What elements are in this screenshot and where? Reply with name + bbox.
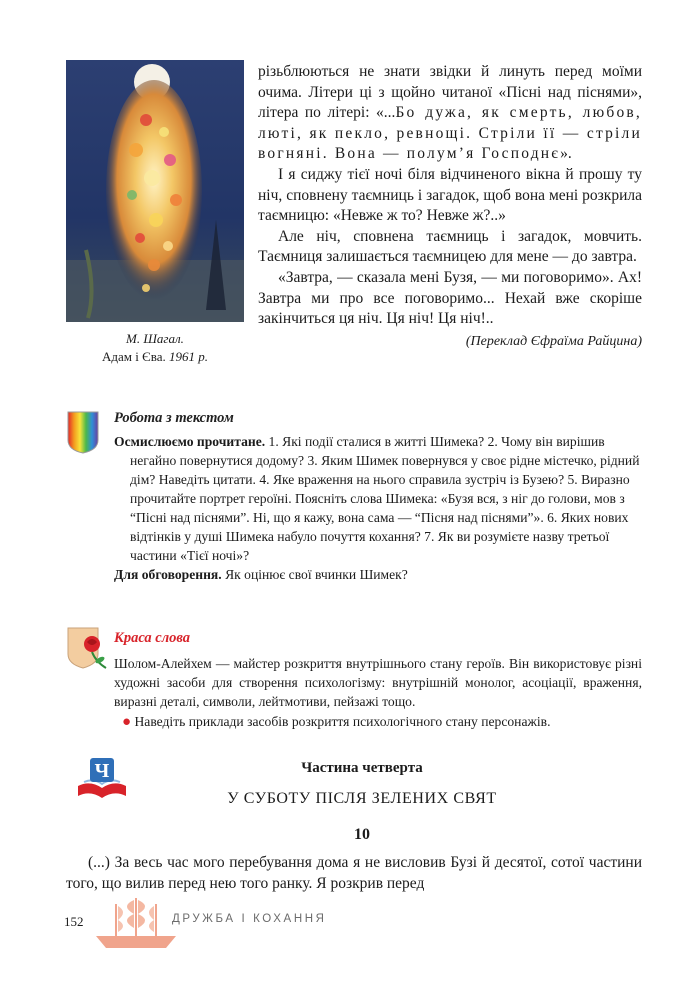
bullet-icon: ● [122,714,132,730]
tasks-questions: 1. Які події сталися в житті Шимека? 2. Чому він вирішив негайно повернутися додому? 3. Яким Шимек повернувся у своє рідне містечко, рідний дім? Наведіть цитати. 4. Яке враження на нього справила зустріч із Бузею? 5. Виразно прочитайте портрет героїні. Поясніть слова Шимека: «Бузя вся, з ніг до голови, мов з “Пісні над піснями”. Ні, що я кажу, вона сама — “Пісня над піснями”». 6. Яких нових відтінків у душі Шимека набуло почуття кохання? 7. Як ви розумієте назву третьої частини «Тієї ночі»? [130,434,640,563]
story-paragraph-1 [258,62,642,165]
chapter-book-icon [74,752,130,804]
chapter-title: У СУБОТУ ПІСЛЯ ЗЕЛЕНИХ СВЯТ [227,790,497,807]
ship-icon [86,892,186,952]
tasks-comprehension [114,432,642,565]
caption-author: М. Шагал. [126,331,184,346]
krasa-bullet-text: Наведіть приклади засобів розкриття психологічного стану персонажів. [134,714,551,729]
krasa-slova-block [114,654,642,732]
story-paragraph-1-quote: Бо дужа, як смерть, любов, люті, як пекло, ревнощі. Стріли її — стріли вогняні. Вона — полум’я Господнє [258,104,642,163]
krasa-text: Шолом-Алейхем — майстер розкриття внутрішнього стану героїв. Він використовує різні художні засоби для створення психологізму: внутрішній монолог, асоціації, враження, виразні деталі, символи, лейтмотиви, пейзажі тощо. [114,656,642,709]
discussion-question: Як оцінює свої вчинки Шимек? [221,567,408,582]
rainbow-shield-icon [66,410,100,459]
section-title-robota: Робота з текстом [114,410,234,426]
chapter-text [66,852,642,894]
rose-icon [66,626,110,677]
story-paragraph-2: І я сиджу тієї ночі біля відчиненого вікна й прошу ту ніч, сповнену таємниць і загадок, щоб вона мені розкрила таємницю: «Невже ж то? Невже ж?..» [258,165,642,225]
chapter-paragraph: (...) За весь час мого перебування дома я не висловив Бузі й десятої, сотої частини того, що вилив перед нею того ранку. Я розкрив перед [66,854,642,892]
painting-caption [66,330,244,366]
story-paragraph-3: Але ніч, сповнена таємниць і загадок, мовчить. Таємниця залишається таємницею для мене — до завтра. [258,227,642,266]
discussion-lead: Для обговорення. [114,567,222,582]
krasa-bullet [114,712,642,732]
story-text [258,62,642,352]
caption-title: Адам і Єва. [102,349,166,364]
story-paragraph-4: «Завтра, — сказала мені Бузя, — ми поговоримо». Ах! Завтра ми про все поговоримо... Нехай вже скоріше закінчиться ця ніч. Ця ніч! Ця ніч!.. [258,268,642,328]
painting-image [66,60,244,322]
chapter-icon-letter: Ч [94,760,110,782]
tasks-discussion [114,565,642,584]
chapter-number: 10 [354,826,370,843]
running-title: ДРУЖБА І КОХАННЯ [172,913,327,925]
caption-title-line [66,348,244,366]
caption-year: 1961 р. [168,349,208,364]
painting-adam-and-eve [66,60,244,322]
translation-credit: (Переклад Єфраїма Райцина) [465,333,642,349]
text-tasks [114,432,642,584]
tasks-lead: Осмислюємо прочитане. [114,434,266,449]
story-paragraph-1-text: різьблюються не знати звідки й линуть перед моїми очима. Літери ці з щойно читаної «Пісні над піснями», літера по літері: «... [258,63,642,122]
part-title: Частина четверта [301,760,423,776]
story-paragraph-1-tail: ». [560,145,572,163]
page-number: 152 [64,914,84,929]
section-title-krasa: Краса слова [114,630,191,646]
